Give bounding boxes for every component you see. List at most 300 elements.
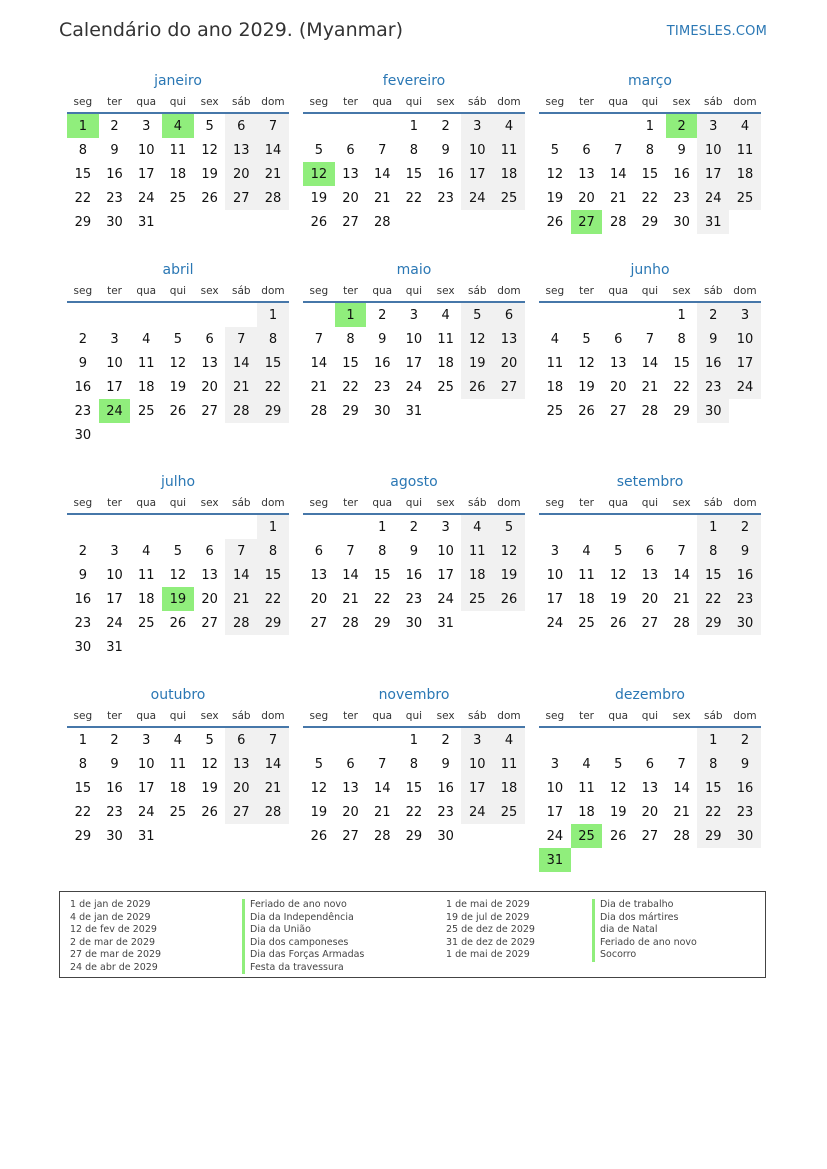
day-cell: 1 (378, 519, 387, 535)
weekday-label: sex (672, 497, 691, 509)
day-cell: 18 (169, 780, 187, 796)
weekday-label: dom (261, 285, 285, 297)
day-cell: 10 (461, 138, 493, 162)
day-cell: 13 (578, 166, 595, 182)
day-cell: 8 (346, 331, 355, 347)
weekday-label: ter (343, 96, 358, 108)
day-cell: 4 (729, 114, 761, 138)
day-cell: 6 (645, 756, 655, 772)
weekday-label: seg (73, 96, 93, 108)
legend-date: 1 de mai de 2029 (446, 949, 530, 960)
day-cell: 17 (729, 351, 761, 375)
day-cell: 23 (405, 591, 423, 607)
weekday-label: ter (107, 285, 122, 297)
day-cell: 22 (697, 800, 729, 824)
day-cell: 23 (437, 804, 454, 820)
day-cell: 28 (257, 800, 289, 824)
weekday-label: sex (200, 710, 219, 722)
day-cell: 30 (106, 214, 123, 230)
weekday-label: dom (733, 96, 757, 108)
day-cell: 10 (106, 567, 123, 583)
day-cell: 18 (546, 379, 564, 395)
legend-holiday-name: Feriado de ano novo (592, 937, 697, 950)
day-cell: 5 (314, 756, 323, 772)
day-cell: 29 (257, 611, 289, 635)
day-cell: 12 (201, 756, 218, 772)
day-cell: 2 (409, 519, 419, 535)
day-cell: 20 (493, 351, 525, 375)
empty-day-cell (335, 728, 367, 752)
day-cell: 29 (74, 214, 92, 230)
weekday-label: qui (405, 710, 423, 722)
empty-day-cell (539, 728, 571, 752)
day-cell: 17 (106, 379, 123, 395)
day-cell: 1 (409, 732, 419, 748)
day-cell: 17 (461, 776, 493, 800)
day-cell: 5 (582, 331, 591, 347)
month-name: setembro (616, 474, 684, 490)
day-cell: 5 (314, 142, 323, 158)
legend-date: 27 de mar de 2029 (70, 949, 162, 960)
day-cell: 14 (641, 355, 659, 371)
day-cell: 13 (225, 138, 257, 162)
empty-day-cell (162, 515, 194, 539)
day-cell: 8 (257, 327, 289, 351)
day-cell: 6 (582, 142, 591, 158)
day-cell: 6 (645, 543, 655, 559)
weekday-label: sex (436, 710, 455, 722)
day-cell: 29 (405, 828, 423, 844)
month-calendar (539, 471, 761, 635)
day-cell: 27 (342, 214, 359, 230)
month-name: julho (160, 474, 196, 490)
weekday-label: qui (641, 285, 659, 297)
day-cell: 1 (697, 728, 729, 752)
legend-holiday-name: Dia da União (242, 924, 364, 937)
day-cell: 27 (342, 828, 359, 844)
day-cell: 15 (405, 166, 423, 182)
day-cell: 15 (641, 166, 659, 182)
day-cell: 18 (578, 591, 595, 607)
weekday-header (539, 493, 761, 515)
weekday-header (303, 281, 525, 303)
day-cell: 27 (609, 403, 627, 419)
day-cell: 31 (437, 615, 454, 631)
weekday-label: qui (169, 96, 187, 108)
day-cell: 2 (110, 118, 119, 134)
empty-day-cell (99, 303, 131, 327)
empty-day-cell (99, 515, 131, 539)
day-cell: 27 (641, 828, 659, 844)
weekday-label: dom (733, 497, 757, 509)
day-cell: 19 (201, 780, 218, 796)
day-cell: 26 (169, 403, 187, 419)
day-cell: 3 (110, 331, 119, 347)
weekday-label: sex (436, 96, 455, 108)
day-cell: 31 (137, 828, 155, 844)
month-name: maio (396, 262, 432, 278)
empty-day-cell (335, 114, 367, 138)
day-cell: 14 (673, 567, 690, 583)
day-cell: 9 (110, 142, 119, 158)
day-cell: 28 (673, 828, 690, 844)
day-cell: 22 (257, 587, 289, 611)
month-calendar (539, 259, 761, 423)
day-cell: 14 (310, 355, 328, 371)
day-cell: 30 (106, 828, 123, 844)
day-grid (303, 515, 525, 635)
day-cell: 20 (641, 591, 659, 607)
day-cell: 28 (609, 214, 627, 230)
day-cell: 5 (614, 756, 623, 772)
legend-right-names (592, 899, 697, 962)
day-cell: 27 (641, 615, 659, 631)
day-cell: 1 (257, 515, 289, 539)
day-cell: 20 (225, 776, 257, 800)
day-cell: 11 (169, 142, 187, 158)
day-cell: 11 (437, 331, 454, 347)
holiday-day-cell: 31 (539, 848, 571, 872)
day-cell: 7 (257, 728, 289, 752)
empty-day-cell (539, 303, 571, 327)
empty-day-cell (634, 515, 666, 539)
legend-holiday-name: Feriado de ano novo (242, 899, 364, 912)
day-cell: 29 (673, 403, 690, 419)
legend-date: 1 de jan de 2029 (70, 899, 151, 910)
day-cell: 31 (405, 403, 423, 419)
day-cell: 3 (461, 114, 493, 138)
empty-day-cell (303, 114, 335, 138)
day-cell: 30 (697, 399, 729, 423)
day-cell: 28 (310, 403, 328, 419)
day-cell: 23 (74, 615, 92, 631)
day-cell: 10 (546, 567, 564, 583)
day-cell: 16 (373, 355, 391, 371)
weekday-label: ter (343, 710, 358, 722)
day-cell: 16 (106, 166, 123, 182)
day-cell: 6 (205, 543, 214, 559)
day-cell: 6 (205, 331, 214, 347)
day-cell: 18 (461, 563, 493, 587)
day-cell: 15 (257, 351, 289, 375)
day-grid (539, 515, 761, 635)
weekday-label: qua (608, 497, 629, 509)
weekday-label: sáb (467, 285, 487, 297)
day-cell: 3 (142, 732, 151, 748)
day-grid (539, 114, 761, 234)
month-calendar (67, 259, 289, 447)
empty-day-cell (602, 114, 634, 138)
weekday-label: dom (497, 285, 521, 297)
day-cell: 21 (373, 190, 391, 206)
empty-day-cell (67, 515, 99, 539)
day-cell: 2 (697, 303, 729, 327)
day-cell: 15 (405, 780, 423, 796)
day-cell: 10 (405, 331, 423, 347)
day-cell: 12 (169, 567, 187, 583)
weekday-label: sex (436, 497, 455, 509)
day-cell: 7 (378, 756, 387, 772)
day-cell: 11 (137, 355, 155, 371)
day-cell: 24 (137, 804, 155, 820)
empty-day-cell (602, 515, 634, 539)
day-cell: 8 (677, 331, 686, 347)
day-cell: 13 (201, 355, 218, 371)
day-cell: 9 (697, 327, 729, 351)
legend-holiday-name: Dia dos camponeses (242, 937, 364, 950)
day-cell: 30 (673, 214, 690, 230)
day-cell: 21 (310, 379, 328, 395)
empty-day-cell (303, 515, 335, 539)
day-cell: 17 (437, 567, 454, 583)
day-cell: 13 (342, 166, 359, 182)
weekday-label: qua (608, 285, 629, 297)
weekday-header (303, 92, 525, 114)
day-cell: 5 (550, 142, 559, 158)
empty-day-cell (130, 303, 162, 327)
empty-day-cell (602, 303, 634, 327)
empty-day-cell (539, 515, 571, 539)
day-cell: 22 (257, 375, 289, 399)
day-grid (539, 728, 761, 872)
day-cell: 11 (546, 355, 564, 371)
day-cell: 25 (137, 403, 155, 419)
weekday-label: sáb (703, 710, 723, 722)
day-cell: 3 (550, 756, 559, 772)
legend-holiday-name: Dia da Independência (242, 912, 364, 925)
month-calendar (67, 684, 289, 848)
day-cell: 8 (78, 756, 87, 772)
weekday-label: sáb (703, 96, 723, 108)
weekday-label: sáb (703, 285, 723, 297)
weekday-label: qui (405, 96, 423, 108)
weekday-label: dom (733, 710, 757, 722)
day-cell: 20 (310, 591, 328, 607)
weekday-label: qua (136, 497, 157, 509)
weekday-label: qua (608, 96, 629, 108)
day-cell: 20 (609, 379, 627, 395)
day-cell: 1 (677, 307, 686, 323)
day-cell: 4 (493, 728, 525, 752)
day-cell: 23 (373, 379, 391, 395)
weekday-label: sáb (231, 497, 251, 509)
weekday-label: qua (136, 96, 157, 108)
day-cell: 30 (729, 611, 761, 635)
day-grid (67, 728, 289, 848)
weekday-label: sáb (467, 710, 487, 722)
day-cell: 26 (609, 828, 627, 844)
empty-day-cell (225, 303, 257, 327)
day-cell: 28 (225, 611, 257, 635)
day-cell: 22 (641, 190, 659, 206)
day-cell: 25 (493, 800, 525, 824)
day-cell: 24 (546, 615, 564, 631)
weekday-label: dom (261, 710, 285, 722)
weekday-label: sex (200, 497, 219, 509)
day-cell: 14 (257, 138, 289, 162)
month-name: março (628, 73, 672, 89)
day-cell: 12 (201, 142, 218, 158)
day-cell: 17 (106, 591, 123, 607)
day-cell: 7 (225, 539, 257, 563)
legend-holiday-name: Socorro (592, 949, 697, 962)
day-cell: 18 (137, 591, 155, 607)
day-cell: 24 (137, 190, 155, 206)
day-cell: 21 (609, 190, 627, 206)
day-grid (67, 114, 289, 234)
holiday-day-cell: 12 (303, 162, 335, 186)
day-cell: 19 (310, 190, 328, 206)
day-cell: 11 (461, 539, 493, 563)
day-cell: 18 (437, 355, 454, 371)
day-cell: 27 (493, 375, 525, 399)
day-cell: 27 (201, 403, 218, 419)
day-cell: 3 (729, 303, 761, 327)
empty-day-cell (571, 728, 603, 752)
day-cell: 15 (673, 355, 690, 371)
weekday-label: qui (169, 285, 187, 297)
empty-day-cell (571, 114, 603, 138)
day-cell: 20 (641, 804, 659, 820)
day-cell: 9 (441, 142, 450, 158)
day-cell: 11 (137, 567, 155, 583)
day-cell: 24 (437, 591, 454, 607)
day-cell: 19 (310, 804, 328, 820)
month-calendar (67, 70, 289, 234)
weekday-label: seg (309, 285, 329, 297)
empty-day-cell (194, 303, 226, 327)
day-cell: 6 (225, 114, 257, 138)
day-cell: 22 (405, 190, 423, 206)
brand-link[interactable]: TIMESLES.COM (666, 24, 767, 39)
day-cell: 17 (137, 780, 155, 796)
day-cell: 13 (225, 752, 257, 776)
weekday-label: ter (343, 497, 358, 509)
day-cell: 24 (546, 828, 564, 844)
day-cell: 26 (461, 375, 493, 399)
day-cell: 4 (493, 114, 525, 138)
day-cell: 18 (729, 162, 761, 186)
day-cell: 5 (205, 118, 214, 134)
weekday-label: sex (200, 96, 219, 108)
month-name: outubro (150, 687, 206, 703)
weekday-label: qua (136, 285, 157, 297)
day-cell: 18 (493, 162, 525, 186)
empty-day-cell (335, 515, 367, 539)
day-cell: 2 (110, 732, 119, 748)
day-cell: 4 (582, 543, 591, 559)
day-cell: 27 (225, 800, 257, 824)
day-cell: 28 (373, 828, 391, 844)
day-cell: 3 (441, 519, 450, 535)
day-cell: 3 (409, 307, 419, 323)
holiday-day-cell: 25 (571, 824, 603, 848)
day-cell: 18 (493, 776, 525, 800)
empty-day-cell (666, 728, 698, 752)
day-cell: 13 (493, 327, 525, 351)
weekday-label: ter (107, 710, 122, 722)
day-cell: 5 (173, 331, 183, 347)
day-cell: 29 (697, 824, 729, 848)
day-cell: 7 (677, 756, 686, 772)
day-cell: 29 (257, 399, 289, 423)
day-cell: 16 (437, 780, 454, 796)
day-cell: 28 (373, 214, 391, 230)
day-cell: 31 (106, 639, 123, 655)
day-cell: 25 (578, 615, 595, 631)
day-cell: 23 (673, 190, 690, 206)
day-cell: 29 (342, 403, 359, 419)
weekday-label: sáb (703, 497, 723, 509)
day-cell: 30 (373, 403, 391, 419)
day-cell: 16 (74, 591, 92, 607)
day-cell: 20 (342, 190, 359, 206)
weekday-label: sex (200, 285, 219, 297)
day-cell: 8 (78, 142, 87, 158)
month-calendar (67, 471, 289, 659)
empty-day-cell (602, 728, 634, 752)
weekday-label: qua (372, 96, 393, 108)
day-cell: 29 (74, 828, 92, 844)
day-cell: 26 (609, 615, 627, 631)
weekday-label: seg (73, 285, 93, 297)
day-cell: 12 (493, 539, 525, 563)
day-cell: 7 (225, 327, 257, 351)
day-cell: 16 (697, 351, 729, 375)
day-cell: 11 (729, 138, 761, 162)
day-cell: 5 (173, 543, 183, 559)
weekday-header (67, 493, 289, 515)
month-name: abril (162, 262, 194, 278)
day-cell: 25 (461, 587, 493, 611)
day-cell: 4 (142, 331, 151, 347)
day-cell: 17 (461, 162, 493, 186)
day-cell: 27 (310, 615, 328, 631)
month-name: janeiro (154, 73, 202, 89)
day-cell: 4 (461, 515, 493, 539)
day-cell: 8 (697, 752, 729, 776)
day-cell: 11 (578, 780, 595, 796)
day-cell: 27 (225, 186, 257, 210)
weekday-label: qua (608, 710, 629, 722)
day-cell: 7 (257, 114, 289, 138)
day-cell: 23 (106, 190, 123, 206)
weekday-label: sex (672, 710, 691, 722)
month-calendar (303, 259, 525, 423)
legend-date: 4 de jan de 2029 (70, 911, 151, 923)
day-cell: 30 (437, 828, 454, 844)
weekday-header (539, 706, 761, 728)
holiday-day-cell: 2 (666, 114, 698, 138)
day-cell: 10 (137, 756, 155, 772)
weekday-header (67, 92, 289, 114)
empty-day-cell (666, 515, 698, 539)
weekday-label: sáb (231, 285, 251, 297)
empty-day-cell (162, 303, 194, 327)
day-cell: 5 (614, 543, 623, 559)
day-cell: 5 (493, 515, 525, 539)
legend-holiday-name: Dia das Forças Armadas (242, 949, 364, 962)
day-cell: 9 (110, 756, 119, 772)
month-calendar (303, 70, 525, 234)
day-cell: 13 (310, 567, 328, 583)
day-cell: 7 (378, 142, 387, 158)
weekday-label: sáb (467, 96, 487, 108)
day-cell: 12 (609, 780, 627, 796)
empty-day-cell (571, 515, 603, 539)
day-cell: 2 (441, 732, 450, 748)
day-cell: 31 (137, 214, 155, 230)
